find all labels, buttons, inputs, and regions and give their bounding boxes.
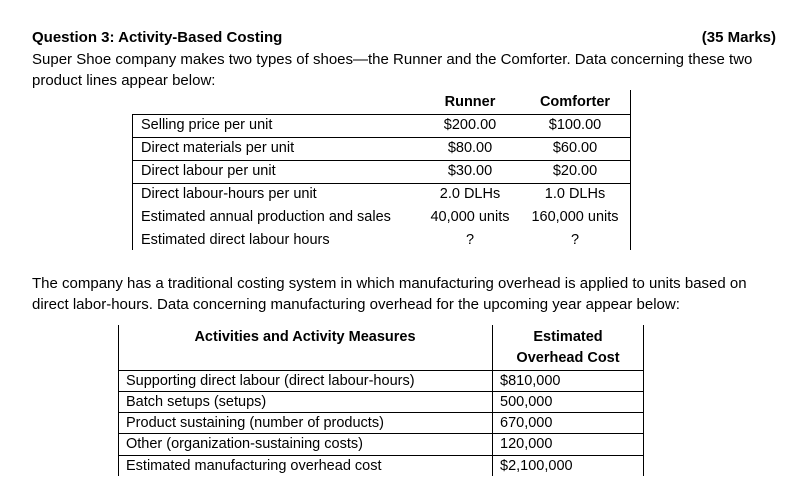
column-header-runner: Runner xyxy=(444,94,496,110)
comforter-value: $20.00 xyxy=(552,163,598,179)
row-label: Direct materials per unit xyxy=(141,140,295,156)
activity-label: Other (organization-sustaining costs) xyxy=(126,436,363,452)
table-row-divider xyxy=(132,114,631,115)
overhead-intro-line-1: The company has a traditional costing system in which manufacturing overhead is applied to units based on xyxy=(32,275,747,292)
intro-line-2: product lines appear below: xyxy=(32,72,216,89)
overhead-cost: 120,000 xyxy=(500,436,553,452)
overhead-cost: $810,000 xyxy=(500,373,561,389)
activity-label: Supporting direct labour (direct labour-hours) xyxy=(126,373,415,389)
activity-label: Product sustaining (number of products) xyxy=(126,415,384,431)
runner-value: $30.00 xyxy=(447,163,493,179)
table-row-divider xyxy=(132,160,631,161)
overhead-cost: 500,000 xyxy=(500,394,553,410)
overhead-intro-line-2: direct labor-hours. Data concerning manufacturing overhead for the upcoming year appear below: xyxy=(32,296,680,313)
comforter-value: 1.0 DLHs xyxy=(544,186,606,202)
overhead-cost: $2,100,000 xyxy=(500,458,573,474)
comforter-value: 160,000 units xyxy=(531,209,619,225)
row-label: Estimated direct labour hours xyxy=(141,232,330,248)
row-label: Direct labour-hours per unit xyxy=(141,186,317,202)
table-border-left xyxy=(118,325,119,476)
question-marks: (35 Marks) xyxy=(701,29,776,46)
table-row-divider xyxy=(132,137,631,138)
overhead-cost: 670,000 xyxy=(500,415,553,431)
row-label: Selling price per unit xyxy=(141,117,273,133)
intro-line-1: Super Shoe company makes two types of shoes—the Runner and the Comforter. Data concerning these two xyxy=(32,51,753,68)
row-label: Direct labour per unit xyxy=(141,163,276,179)
runner-value: $80.00 xyxy=(447,140,493,156)
table-border-left xyxy=(132,114,133,250)
table-column-divider xyxy=(492,325,493,476)
table-row-divider xyxy=(118,391,644,392)
runner-value: 2.0 DLHs xyxy=(439,186,501,202)
column-header-comforter: Comforter xyxy=(539,94,611,110)
runner-value: $200.00 xyxy=(443,117,497,133)
column-header-activities: Activities and Activity Measures xyxy=(194,329,416,345)
table-row-divider xyxy=(118,433,644,434)
table-row-divider xyxy=(132,183,631,184)
comforter-value: ? xyxy=(570,232,580,248)
table-row-divider xyxy=(118,370,644,371)
table-border-right xyxy=(643,325,644,476)
row-label: Estimated annual production and sales xyxy=(141,209,391,225)
table-row-divider xyxy=(118,412,644,413)
comforter-value: $100.00 xyxy=(548,117,602,133)
question-title: Question 3: Activity-Based Costing xyxy=(32,29,283,46)
activity-label: Batch setups (setups) xyxy=(126,394,267,410)
column-header-cost-line-2: Overhead Cost xyxy=(516,350,620,366)
activity-label: Estimated manufacturing overhead cost xyxy=(126,458,382,474)
comforter-value: $60.00 xyxy=(552,140,598,156)
runner-value: ? xyxy=(465,232,475,248)
column-header-cost-line-1: Estimated xyxy=(533,329,603,345)
runner-value: 40,000 units xyxy=(430,209,510,225)
table-row-divider xyxy=(118,455,644,456)
